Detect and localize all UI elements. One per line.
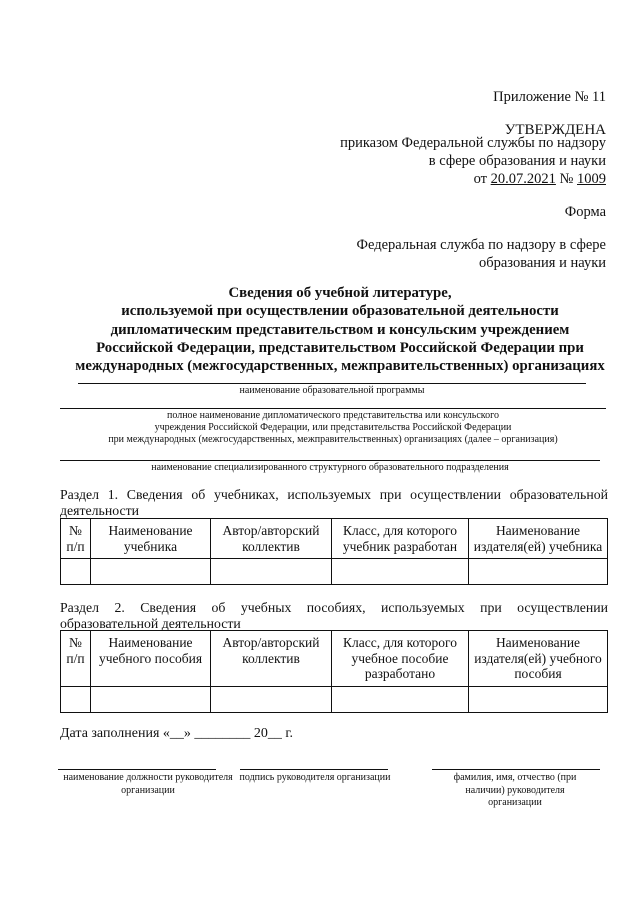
column-header: № п/п	[61, 519, 91, 559]
table-row	[61, 687, 608, 713]
subdivision-caption: наименование специализированного структурного образовательного подразделения	[151, 462, 509, 473]
column-header: Автор/авторский коллектив	[211, 631, 332, 687]
order-from-label: от	[473, 171, 488, 187]
table-cell[interactable]	[211, 687, 332, 713]
signature-line	[240, 769, 388, 770]
textbooks-table	[60, 518, 608, 585]
title-line: дипломатическим представительством и консульским учреждением	[110, 321, 570, 338]
table-cell[interactable]	[469, 559, 608, 585]
organization-caption-3: при международных (межгосударственных, межправительственных) организациях (далее – организация)	[108, 434, 558, 445]
table-header-row	[61, 631, 608, 687]
table-cell[interactable]	[332, 687, 469, 713]
table-cell[interactable]	[61, 559, 91, 585]
order-date: 20.07.2021	[490, 171, 556, 187]
position-signature-line	[58, 769, 216, 770]
fullname-signature-line	[432, 769, 600, 770]
agency-line-1: Федеральная служба по надзору в сфере	[356, 237, 606, 253]
title-line: используемой при осуществлении образовательной деятельности	[121, 303, 559, 320]
table-cell[interactable]	[211, 559, 332, 585]
signature-caption: подпись руководителя организации	[239, 772, 391, 783]
organization-caption-1: полное наименование дипломатического представительства или консульского	[166, 410, 499, 421]
section-2-title: Раздел 2. Сведения об учебных пособиях, используемых при осуществлении образовательной деятельности	[60, 600, 608, 631]
program-caption: наименование образовательной программы	[239, 385, 425, 396]
title-line: Сведения об учебной литературе,	[228, 285, 452, 301]
fill-date-field[interactable]: Дата заполнения «__» ________ 20__ г.	[60, 726, 294, 741]
position-caption: наименование должности руководителя организации	[63, 772, 233, 796]
table-cell[interactable]	[61, 687, 91, 713]
column-header: Наименование учебника	[91, 519, 211, 559]
section-1-title: Раздел 1. Сведения об учебниках, используемых при осуществлении образовательной деятельности	[60, 487, 608, 518]
order-line-1: приказом Федеральной службы по надзору	[340, 135, 606, 151]
table-cell[interactable]	[91, 687, 211, 713]
agency-line-2: образования и науки	[478, 255, 606, 271]
subdivision-field-line	[60, 460, 600, 461]
title-line: международных (межгосударственных, межправительственных) организациях	[75, 358, 605, 375]
column-header: Наименование учебного пособия	[91, 631, 211, 687]
approved-label: УТВЕРЖДЕНА	[504, 122, 606, 138]
column-header: Автор/авторский коллектив	[211, 519, 332, 559]
column-header: Наименование издателя(ей) учебника	[469, 519, 608, 559]
organization-field-line	[60, 408, 606, 409]
table-cell[interactable]	[91, 559, 211, 585]
document-title	[50, 284, 630, 375]
column-header: Класс, для которого учебник разработан	[332, 519, 469, 559]
title-line: Российской Федерации, представительством Российской Федерации при	[96, 339, 584, 356]
appendix-label: Приложение № 11	[493, 89, 606, 105]
table-row	[61, 559, 608, 585]
order-number-label: №	[559, 171, 574, 187]
fullname-caption: фамилия, имя, отчество (при наличии) руководителя организации	[453, 772, 577, 808]
column-header: Класс, для которого учебное пособие разработано	[332, 631, 469, 687]
form-label: Форма	[564, 204, 606, 220]
program-field-line	[78, 383, 586, 384]
organization-caption-2: учреждения Российской Федерации, или представительства Российской Федерации	[154, 422, 512, 433]
table-cell[interactable]	[469, 687, 608, 713]
order-number: 1009	[577, 171, 606, 187]
order-line-3	[474, 170, 606, 188]
column-header: Наименование издателя(ей) учебного пособия	[469, 631, 608, 687]
teaching-aids-table	[60, 630, 608, 713]
table-cell[interactable]	[332, 559, 469, 585]
column-header: № п/п	[61, 631, 91, 687]
order-line-2: в сфере образования и науки	[428, 153, 606, 169]
table-header-row	[61, 519, 608, 559]
